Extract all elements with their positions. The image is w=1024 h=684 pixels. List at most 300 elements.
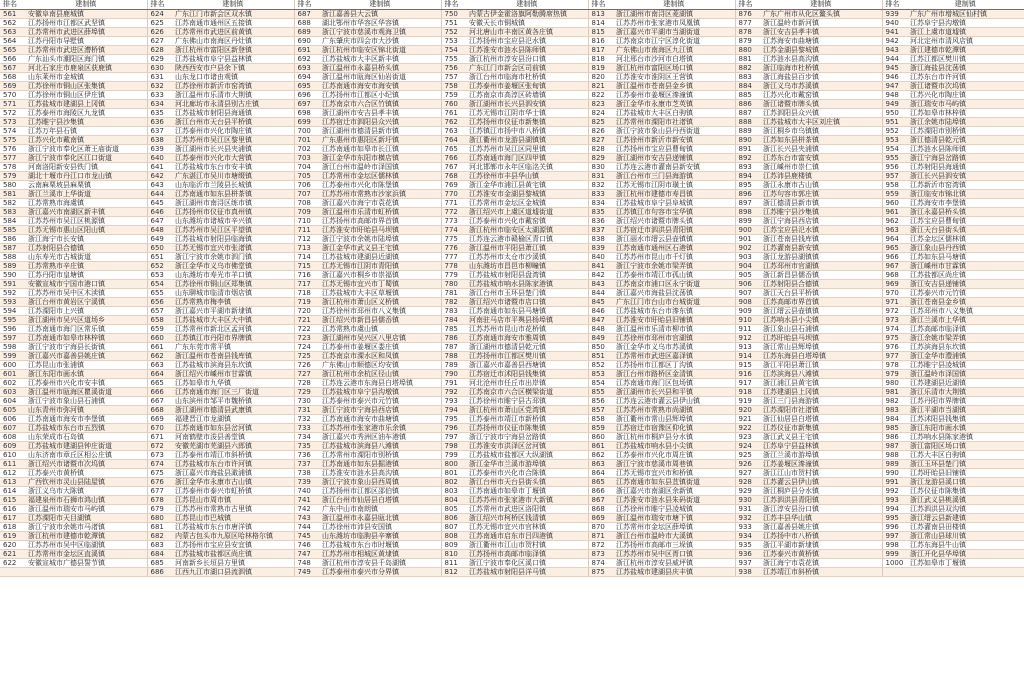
rank-cell: 641 bbox=[147, 163, 172, 172]
town-cell: 江苏南通市海安市曲塘镇 bbox=[319, 415, 441, 424]
town-cell: 江苏滨海县八滩镇 bbox=[760, 370, 882, 379]
rank-cell: 876 bbox=[735, 10, 760, 19]
table-row bbox=[0, 289, 1024, 298]
town-cell: 山东荣成市石岛镇 bbox=[25, 433, 147, 442]
town-cell: 江苏阜宁县沟墩镇 bbox=[907, 19, 1024, 28]
town-cell: 江苏徐州市邳州市官湖镇 bbox=[613, 334, 735, 343]
town-cell: 江苏无锡市宜兴市和桥镇 bbox=[613, 469, 735, 478]
rank-cell: 607 bbox=[0, 424, 25, 433]
rank-cell: 706 bbox=[294, 181, 319, 190]
rank-cell: 843 bbox=[588, 280, 613, 289]
rank-cell: 710 bbox=[294, 217, 319, 226]
table-row bbox=[0, 406, 1024, 415]
rank-cell: 732 bbox=[294, 415, 319, 424]
town-cell: 江苏扬州市仪征市真州镇 bbox=[172, 208, 294, 217]
town-cell: 浙江诸暨市次坞镇 bbox=[907, 82, 1024, 91]
rank-cell: 893 bbox=[735, 163, 760, 172]
rank-cell: 877 bbox=[735, 19, 760, 28]
town-cell: 江苏常州市金坛区金城镇 bbox=[466, 199, 588, 208]
town-cell: 江苏阜宁县益林镇 bbox=[760, 442, 882, 451]
rank-cell: 615 bbox=[0, 496, 25, 505]
rank-cell: 768 bbox=[441, 172, 466, 181]
table-row bbox=[0, 496, 1024, 505]
town-cell: 江苏苏州市吴江区桃源镇 bbox=[25, 217, 147, 226]
rank-cell: 693 bbox=[294, 64, 319, 73]
town-cell: 江苏如东县马塘镇 bbox=[907, 253, 1024, 262]
rank-cell: 612 bbox=[0, 469, 25, 478]
town-cell: 江苏泗洪县双沟镇 bbox=[907, 505, 1024, 514]
rank-cell: 818 bbox=[588, 55, 613, 64]
rank-cell: 976 bbox=[882, 343, 907, 352]
table-row bbox=[0, 424, 1024, 433]
rank-cell: 906 bbox=[735, 280, 760, 289]
rank-cell: 729 bbox=[294, 388, 319, 397]
town-cell: 浙江温州市瑞安市马屿镇 bbox=[25, 505, 147, 514]
table-row bbox=[0, 19, 1024, 28]
town-cell: 江苏扬州市江都区小纪镇 bbox=[319, 91, 441, 100]
rank-cell: 677 bbox=[147, 487, 172, 496]
rank-cell: 898 bbox=[735, 208, 760, 217]
town-cell: 江西九江市湖口县流泗镇 bbox=[172, 568, 294, 577]
town-cell: 浙江宁波市象山县西周镇 bbox=[319, 478, 441, 487]
rank-cell: 998 bbox=[882, 541, 907, 550]
rank-cell: 991 bbox=[882, 478, 907, 487]
town-cell: 江苏常州市溧阳市别桥镇 bbox=[319, 451, 441, 460]
town-cell: 浙江苍南县金乡镇 bbox=[907, 298, 1024, 307]
rank-cell: 686 bbox=[147, 568, 172, 577]
rank-cell: 720 bbox=[294, 307, 319, 316]
rank-cell: 711 bbox=[294, 226, 319, 235]
rank-cell: 713 bbox=[294, 244, 319, 253]
rank-cell: 581 bbox=[0, 190, 25, 199]
rank-cell: 694 bbox=[294, 73, 319, 82]
rank-cell: 742 bbox=[294, 505, 319, 514]
town-cell: 浙江湖州市吴兴区八里店镇 bbox=[319, 334, 441, 343]
rank-cell: 659 bbox=[147, 325, 172, 334]
rank-cell: 860 bbox=[588, 433, 613, 442]
rank-cell: 946 bbox=[882, 73, 907, 82]
rank-cell: 646 bbox=[147, 208, 172, 217]
rank-cell: 566 bbox=[0, 55, 25, 64]
town-cell: 江苏徐州市丰县华山镇 bbox=[466, 172, 588, 181]
town-cell: 浙江嘉善县姚庄镇 bbox=[760, 523, 882, 532]
town-cell: 浙江嵊州市崇仁镇 bbox=[760, 163, 882, 172]
rank-cell: 727 bbox=[294, 370, 319, 379]
town-cell: 浙江宁波市奉化区江口街道 bbox=[25, 154, 147, 163]
town-cell: 浙江龙游县湖镇镇 bbox=[760, 253, 882, 262]
town-cell: 江苏涟水县陈师镇 bbox=[907, 145, 1024, 154]
town-cell: 浙江温州市乐清市虹桥镇 bbox=[319, 208, 441, 217]
town-cell: 江苏苏州市太仓市沙溪镇 bbox=[466, 253, 588, 262]
town-cell: 江苏东海县白塔埠镇 bbox=[760, 352, 882, 361]
town-cell: 浙江桐庐县分水镇 bbox=[760, 487, 882, 496]
town-cell: 浙江宁海县岔路镇 bbox=[907, 154, 1024, 163]
rank-cell: 716 bbox=[294, 271, 319, 280]
town-cell: 浙江绍兴市上虞区道墟街道 bbox=[466, 208, 588, 217]
town-cell: 江苏无锡市宜兴市官林镇 bbox=[466, 523, 588, 532]
town-cell: 江苏无锡市宜兴市张渚镇 bbox=[172, 244, 294, 253]
town-cell: 浙江绍兴市柯桥区钱清镇 bbox=[466, 514, 588, 523]
rank-cell: 897 bbox=[735, 199, 760, 208]
town-cell: 浙江宁波市宁海县西店镇 bbox=[319, 406, 441, 415]
rank-cell: 790 bbox=[441, 370, 466, 379]
rank-cell: 626 bbox=[147, 28, 172, 37]
town-cell: 江苏盐城市大丰区大中镇 bbox=[172, 316, 294, 325]
rank-cell: 667 bbox=[147, 397, 172, 406]
rank-cell: 697 bbox=[294, 100, 319, 109]
town-cell: 浙江台州市三门县海游镇 bbox=[613, 172, 735, 181]
rank-cell: 603 bbox=[0, 388, 25, 397]
town-cell: 浙江象山县石浦镇 bbox=[760, 325, 882, 334]
town-cell: 江苏泰州市姜堰区溱潼镇 bbox=[613, 91, 735, 100]
rank-cell: 949 bbox=[882, 100, 907, 109]
town-cell: 江苏泗阳县众兴镇 bbox=[760, 109, 882, 118]
rank-cell: 736 bbox=[294, 451, 319, 460]
table-row bbox=[0, 433, 1024, 442]
town-cell: 江苏盐城市盐都区尚庄镇 bbox=[172, 550, 294, 559]
rank-cell: 903 bbox=[735, 253, 760, 262]
rank-cell: 972 bbox=[882, 307, 907, 316]
town-cell: 江苏大丰区白驹镇 bbox=[907, 451, 1024, 460]
rank-cell: 774 bbox=[441, 226, 466, 235]
rank-header: 排名 bbox=[147, 0, 172, 10]
rank-cell: 958 bbox=[882, 181, 907, 190]
town-cell: 浙江温州市苍南县钱库镇 bbox=[172, 352, 294, 361]
town-cell: 浙江宁波市余姚市梁弄镇 bbox=[613, 262, 735, 271]
town-cell: 江苏南通市海安市李堡镇 bbox=[25, 415, 147, 424]
rank-cell: 905 bbox=[735, 271, 760, 280]
rank-cell: 789 bbox=[441, 361, 466, 370]
rank-cell: 910 bbox=[735, 316, 760, 325]
town-header: 建制镇 bbox=[466, 0, 588, 10]
rank-cell: 564 bbox=[0, 37, 25, 46]
town-cell: 浙江三门县海游镇 bbox=[760, 397, 882, 406]
town-cell: 江苏滨海县东坎镇 bbox=[907, 343, 1024, 352]
rank-cell: 767 bbox=[441, 163, 466, 172]
rank-cell: 967 bbox=[882, 262, 907, 271]
rank-cell: 847 bbox=[588, 316, 613, 325]
town-cell: 江苏溧阳市上兴镇 bbox=[25, 307, 147, 316]
rank-cell: 728 bbox=[294, 379, 319, 388]
town-cell: 安徽宣城市宁国市港口镇 bbox=[25, 280, 147, 289]
town-cell: 江苏盐城市大丰区草堰镇 bbox=[319, 289, 441, 298]
town-cell: 江苏连云港市东海县白塔埠镇 bbox=[319, 379, 441, 388]
rank-cell: 793 bbox=[441, 397, 466, 406]
rank-cell: 806 bbox=[441, 514, 466, 523]
town-cell: 江苏宝应县氾水镇 bbox=[760, 226, 882, 235]
rank-cell: 634 bbox=[147, 100, 172, 109]
town-cell: 江苏宿迁市沭阳县钱集镇 bbox=[466, 370, 588, 379]
rank-cell: 709 bbox=[294, 208, 319, 217]
rank-cell: 845 bbox=[588, 298, 613, 307]
rank-cell: 943 bbox=[882, 46, 907, 55]
rank-cell: 614 bbox=[0, 487, 25, 496]
rank-cell: 733 bbox=[294, 424, 319, 433]
rank-cell: 850 bbox=[588, 343, 613, 352]
town-cell: 浙江嘉兴市平湖市当湖街道 bbox=[613, 28, 735, 37]
town-cell: 河南驻马店市平舆县杨埠镇 bbox=[466, 316, 588, 325]
rank-cell: 840 bbox=[588, 253, 613, 262]
town-cell: 江苏徐州市铜山区伊庄镇 bbox=[25, 91, 147, 100]
town-cell: 江苏南通市海门区包场镇 bbox=[613, 379, 735, 388]
town-cell: 江苏淮安市洪泽区岔河镇 bbox=[466, 442, 588, 451]
town-cell: 江苏宿迁市宿豫区仰化镇 bbox=[613, 424, 735, 433]
town-cell: 浙江平湖市新埭镇 bbox=[760, 541, 882, 550]
town-cell: 浙江宁波市慈溪市周巷镇 bbox=[613, 460, 735, 469]
town-cell: 江苏苏州市吴江区同里镇 bbox=[466, 145, 588, 154]
rank-cell: 919 bbox=[735, 397, 760, 406]
town-cell: 浙江义乌市苏溪镇 bbox=[760, 82, 882, 91]
town-cell: 江苏宿迁市泗阳县众兴镇 bbox=[319, 118, 441, 127]
town-cell: 江苏盐城市东台市许河镇 bbox=[172, 460, 294, 469]
town-cell: 江苏南京市浦口区永宁街道 bbox=[613, 280, 735, 289]
town-cell: 广西钦州市灵山县陆屋镇 bbox=[25, 478, 147, 487]
rank-cell: 775 bbox=[441, 235, 466, 244]
rank-cell: 825 bbox=[588, 118, 613, 127]
town-cell: 浙江海宁市长安镇 bbox=[25, 235, 147, 244]
town-cell: 江苏仪征市陈集镇 bbox=[907, 487, 1024, 496]
town-cell: 江苏连云港市灌云县伊山镇 bbox=[613, 397, 735, 406]
rank-cell: 963 bbox=[882, 226, 907, 235]
town-cell: 江苏泰州市姜堰区张甸镇 bbox=[466, 82, 588, 91]
rank-cell: 726 bbox=[294, 361, 319, 370]
rank-cell: 663 bbox=[147, 361, 172, 370]
town-cell: 江苏徐州市新沂市窑湾镇 bbox=[172, 82, 294, 91]
rank-cell: 569 bbox=[0, 82, 25, 91]
town-cell: 浙江宁波市宁海县岔路镇 bbox=[466, 433, 588, 442]
rank-cell: 937 bbox=[735, 559, 760, 568]
rank-cell: 948 bbox=[882, 91, 907, 100]
town-cell: 江苏苏州市吴中区木渎镇 bbox=[25, 289, 147, 298]
rank-cell: 812 bbox=[441, 568, 466, 577]
town-cell: 江苏兴化市戴南镇 bbox=[25, 136, 147, 145]
town-cell: 江苏泰州市靖江市新桥镇 bbox=[466, 415, 588, 424]
town-cell: 浙江湖州市长兴县夹浦镇 bbox=[172, 145, 294, 154]
rank-cell: 889 bbox=[735, 127, 760, 136]
town-cell: 浙江嘉兴市平湖市新埭镇 bbox=[172, 307, 294, 316]
rank-cell: 591 bbox=[0, 280, 25, 289]
rank-cell: 577 bbox=[0, 154, 25, 163]
town-cell: 浙江象山县丹西镇 bbox=[907, 244, 1024, 253]
rank-cell: 979 bbox=[882, 370, 907, 379]
town-cell: 浙江杭州市建德市乾潭镇 bbox=[25, 532, 147, 541]
rank-cell: 748 bbox=[294, 559, 319, 568]
town-cell: 江苏连云港市赣榆区青口镇 bbox=[466, 235, 588, 244]
town-cell: 浙江台州市温岭市大溪镇 bbox=[613, 532, 735, 541]
town-cell: 江苏兴化市戴窑镇 bbox=[760, 91, 882, 100]
town-cell: 浙江台州市天台县街头镇 bbox=[466, 478, 588, 487]
town-cell: 浙江海盐县沈荡镇 bbox=[907, 64, 1024, 73]
rank-cell: 880 bbox=[735, 46, 760, 55]
town-cell: 江苏常州市金坛区儒林镇 bbox=[319, 172, 441, 181]
rank-cell: 764 bbox=[441, 136, 466, 145]
town-cell: 江苏扬州市江都区丁沟镇 bbox=[613, 361, 735, 370]
rank-cell: 602 bbox=[0, 379, 25, 388]
rank-cell: 894 bbox=[735, 172, 760, 181]
table-row bbox=[0, 37, 1024, 46]
rank-cell: 887 bbox=[735, 109, 760, 118]
rank-cell: 651 bbox=[147, 253, 172, 262]
rank-cell: 950 bbox=[882, 109, 907, 118]
town-cell: 江苏响水县陈家港镇 bbox=[907, 433, 1024, 442]
rank-cell: 750 bbox=[441, 10, 466, 19]
town-cell: 江苏南通市海门区三厂街道 bbox=[172, 388, 294, 397]
town-cell: 江苏泰兴市黄桥镇 bbox=[760, 550, 882, 559]
rank-cell: 992 bbox=[882, 487, 907, 496]
rank-cell: 746 bbox=[294, 541, 319, 550]
town-cell: 内蒙古伊金霍洛旗阿勒腾席热镇 bbox=[466, 10, 588, 19]
rank-cell: 852 bbox=[588, 361, 613, 370]
town-cell: 浙江平阳县萧江镇 bbox=[760, 361, 882, 370]
rank-cell: 829 bbox=[588, 154, 613, 163]
town-cell: 江苏昆山市周市镇 bbox=[172, 496, 294, 505]
town-cell: 江苏扬州市高邮市三垛镇 bbox=[613, 541, 735, 550]
table-row bbox=[0, 73, 1024, 82]
town-cell: 江苏南通市通州区石港镇 bbox=[613, 244, 735, 253]
town-cell: 浙江金华市永康市芝英镇 bbox=[613, 100, 735, 109]
rank-cell: 824 bbox=[588, 109, 613, 118]
town-cell: 浙江温州市瑞安市塘下镇 bbox=[613, 514, 735, 523]
table-row bbox=[0, 514, 1024, 523]
town-cell: 江苏盐城市东台市安丰镇 bbox=[172, 163, 294, 172]
town-cell: 江苏南京市溧水区和凤镇 bbox=[319, 352, 441, 361]
town-cell: 浙江宁波市慈溪市观海卫镇 bbox=[319, 28, 441, 37]
town-cell: 江苏丹阳市导墅镇 bbox=[25, 37, 147, 46]
town-cell: 江苏盐城市射阳县洋马镇 bbox=[466, 568, 588, 577]
town-cell: 浙江杭州市建德市寿昌镇 bbox=[613, 190, 735, 199]
town-cell: 江苏泰州市海陵区九龙镇 bbox=[25, 109, 147, 118]
town-cell: 江苏盐城市射阳县盘湾镇 bbox=[466, 271, 588, 280]
town-cell: 浙江嘉兴市南湖区余新镇 bbox=[613, 487, 735, 496]
town-cell: 浙江海宁市袁花镇 bbox=[760, 559, 882, 568]
rank-cell: 781 bbox=[441, 289, 466, 298]
rank-cell: 801 bbox=[441, 469, 466, 478]
rank-cell: 691 bbox=[294, 46, 319, 55]
town-cell: 江苏丹阳市界牌镇 bbox=[907, 397, 1024, 406]
rank-cell: 934 bbox=[735, 532, 760, 541]
town-cell: 浙江杭州市淳安县威坪镇 bbox=[613, 559, 735, 568]
town-cell: 江苏徐州市沛县安国镇 bbox=[319, 523, 441, 532]
rank-cell: 945 bbox=[882, 64, 907, 73]
rank-cell: 744 bbox=[294, 523, 319, 532]
town-cell: 江苏泰州市兴化市周庄镇 bbox=[613, 451, 735, 460]
town-cell: 浙江绍兴市诸暨市店口镇 bbox=[466, 298, 588, 307]
rank-cell: 831 bbox=[588, 172, 613, 181]
town-cell: 江苏苏州市常熟市沙家浜镇 bbox=[319, 190, 441, 199]
town-cell: 江苏灌云县伊山镇 bbox=[760, 478, 882, 487]
town-cell: 江苏扬中市八桥镇 bbox=[760, 532, 882, 541]
rank-cell: 773 bbox=[441, 217, 466, 226]
rank-cell: 961 bbox=[882, 208, 907, 217]
rank-cell: 701 bbox=[294, 136, 319, 145]
rank-cell: 962 bbox=[882, 217, 907, 226]
rank-cell: 969 bbox=[882, 280, 907, 289]
rank-cell: 922 bbox=[735, 424, 760, 433]
rank-cell: 647 bbox=[147, 217, 172, 226]
town-cell: 江苏淮安市涟水县高沟镇 bbox=[319, 469, 441, 478]
rank-cell: 794 bbox=[441, 406, 466, 415]
rank-cell: 820 bbox=[588, 73, 613, 82]
town-cell: 浙江余姚市陆埠镇 bbox=[907, 118, 1024, 127]
rank-cell: 866 bbox=[588, 487, 613, 496]
town-cell: 江苏连云港市灌南县新安镇 bbox=[613, 163, 735, 172]
table-row bbox=[0, 208, 1024, 217]
town-cell: 浙江衢州市江山市贺村镇 bbox=[466, 541, 588, 550]
rank-cell: 655 bbox=[147, 289, 172, 298]
rank-cell: 654 bbox=[147, 280, 172, 289]
rank-cell: 792 bbox=[441, 388, 466, 397]
town-cell: 江苏南通市如东县岔河镇 bbox=[172, 424, 294, 433]
town-cell: 浙江瑞安市马屿镇 bbox=[907, 100, 1024, 109]
rank-cell: 782 bbox=[441, 298, 466, 307]
town-cell: 江苏泰州市兴化市戴窑镇 bbox=[466, 217, 588, 226]
table-row bbox=[0, 10, 1024, 19]
rank-cell: 642 bbox=[147, 172, 172, 181]
town-cell: 江苏宿迁市泗洪县青阳镇 bbox=[613, 226, 735, 235]
rank-cell: 755 bbox=[441, 55, 466, 64]
rank-cell: 753 bbox=[441, 37, 466, 46]
rank-cell: 863 bbox=[588, 460, 613, 469]
rank-cell: 617 bbox=[0, 514, 25, 523]
rank-cell: 980 bbox=[882, 379, 907, 388]
town-cell: 江苏如东县栟茶镇 bbox=[760, 136, 882, 145]
town-cell: 江苏南通市海门区四甲镇 bbox=[466, 154, 588, 163]
town-cell: 江苏沛县鹿楼镇 bbox=[760, 172, 882, 181]
town-cell: 江苏盱眙县旧铺镇 bbox=[907, 469, 1024, 478]
rank-cell: 724 bbox=[294, 343, 319, 352]
rank-cell: 761 bbox=[441, 109, 466, 118]
town-header: 建制镇 bbox=[760, 0, 882, 10]
rank-cell: 827 bbox=[588, 136, 613, 145]
town-cell: 江苏盐城市射阳县临海镇 bbox=[172, 235, 294, 244]
town-cell: 江苏苏州市相城区黄埭镇 bbox=[319, 550, 441, 559]
rank-cell: 609 bbox=[0, 442, 25, 451]
rank-cell: 576 bbox=[0, 145, 25, 154]
town-cell: 江苏南通市海安市雅周镇 bbox=[466, 334, 588, 343]
town-header: 建制镇 bbox=[319, 0, 441, 10]
rank-cell: 737 bbox=[294, 460, 319, 469]
rank-cell: 926 bbox=[735, 460, 760, 469]
rank-cell: 765 bbox=[441, 145, 466, 154]
rank-cell: 584 bbox=[0, 217, 25, 226]
town-cell: 浙江湖州市德清县乾元镇 bbox=[466, 343, 588, 352]
town-cell: 浙江长兴县泗安镇 bbox=[907, 172, 1024, 181]
rank-cell: 971 bbox=[882, 298, 907, 307]
rank-cell: 990 bbox=[882, 469, 907, 478]
rank-cell: 996 bbox=[882, 523, 907, 532]
town-cell: 浙江宁波市奉化区溪口镇 bbox=[466, 559, 588, 568]
table-row bbox=[0, 109, 1024, 118]
rank-cell: 702 bbox=[294, 145, 319, 154]
rank-cell: 723 bbox=[294, 334, 319, 343]
town-cell: 江苏无锡市江阴市璜土镇 bbox=[613, 181, 735, 190]
town-cell: 山东潍坊市诸城市辛兴镇 bbox=[172, 217, 294, 226]
town-cell: 江苏常州市溧阳市社渚镇 bbox=[613, 118, 735, 127]
rank-cell: 611 bbox=[0, 460, 25, 469]
town-cell: 江苏句容市郭庄镇 bbox=[760, 190, 882, 199]
town-cell: 浙江绍兴市新昌县儒岙镇 bbox=[319, 316, 441, 325]
rank-cell: 619 bbox=[0, 532, 25, 541]
rank-cell: 931 bbox=[735, 505, 760, 514]
town-cell: 山东济南市章丘区相公庄镇 bbox=[25, 451, 147, 460]
rank-cell: 608 bbox=[0, 433, 25, 442]
rank-cell: 585 bbox=[0, 226, 25, 235]
town-cell: 江苏苏州市吴江区黎里镇 bbox=[172, 136, 294, 145]
town-cell bbox=[25, 568, 147, 577]
town-cell: 安徽芜湖市芜湖县六郎镇 bbox=[172, 442, 294, 451]
rank-cell: 932 bbox=[735, 514, 760, 523]
table-row bbox=[0, 550, 1024, 559]
